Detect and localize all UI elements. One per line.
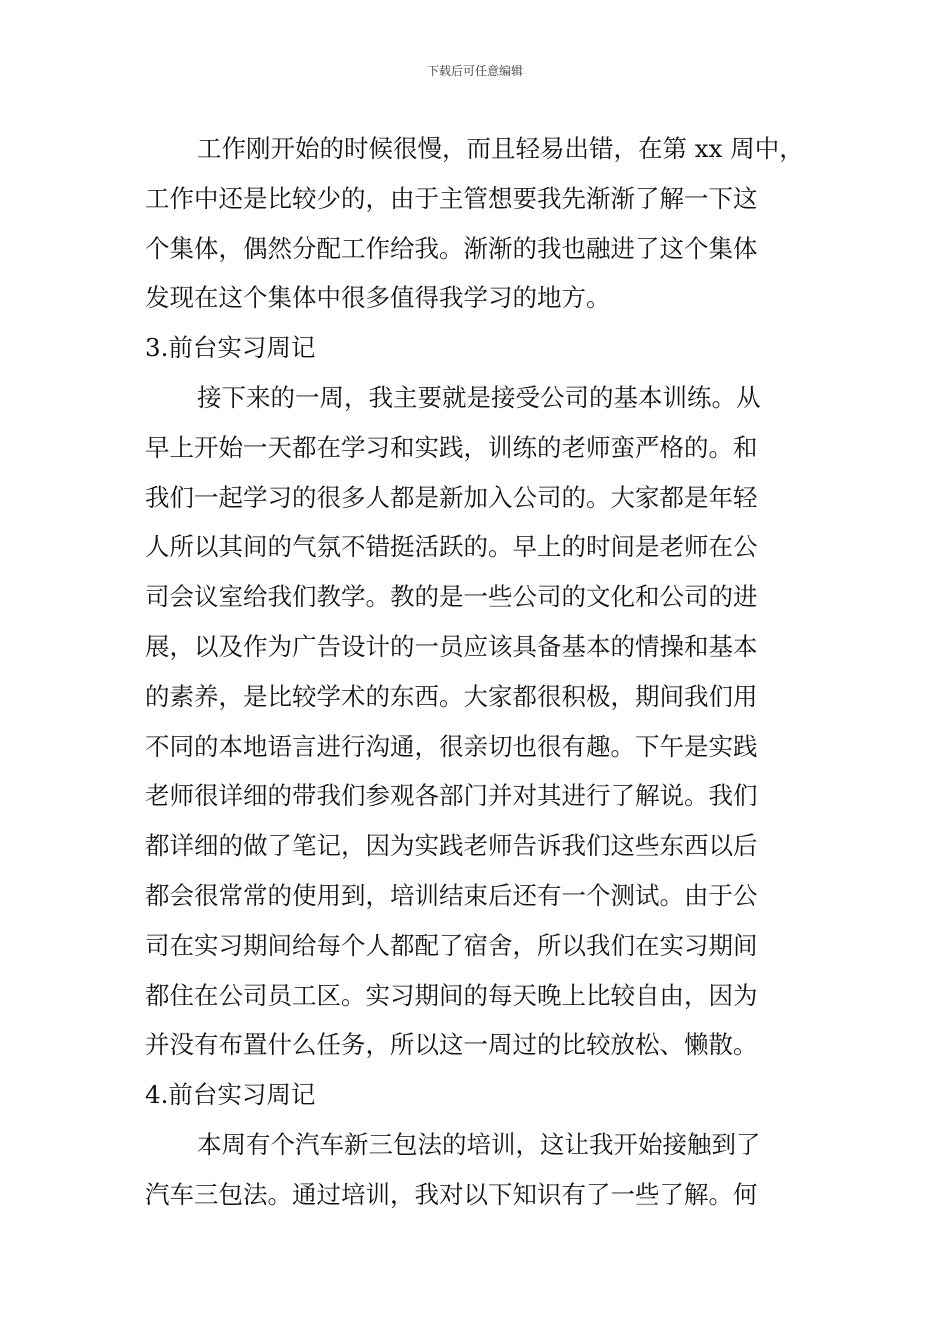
document-body: [145, 124, 810, 1220]
text-line: 个集体，偶然分配工作给我。渐渐的我也融进了这个集体: [145, 233, 758, 263]
section-heading: 3.前台实习周记: [145, 333, 316, 363]
text-line: 接下来的一周，我主要就是接受公司的基本训练。从: [197, 382, 761, 412]
text-line: 都会很常常的使用到，培训结束后还有一个测试。由于公: [145, 880, 758, 910]
text-line: 展，以及作为广告设计的一员应该具备基本的情操和基本: [145, 631, 758, 661]
text-line: 司会议室给我们教学。教的是一些公司的文化和公司的进: [145, 582, 758, 612]
text-line: 司在实习期间给每个人都配了宿舍，所以我们在实习期间: [145, 930, 758, 960]
text-line: 老师很详细的带我们参观各部门并对其进行了解说。我们: [145, 781, 758, 811]
text-line: 都详细的做了笔记，因为实践老师告诉我们这些东西以后: [145, 831, 758, 861]
page-header: 下载后可任意编辑: [426, 64, 523, 78]
text-line: 工作刚开始的时候很慢，而且轻易出错，在第 xx 周中，: [197, 134, 804, 163]
text-line: 都住在公司员工区。实习期间的每天晚上比较自由，因为: [145, 980, 758, 1010]
text-line: 本周有个汽车新三包法的培训，这让我开始接触到了: [197, 1129, 761, 1159]
text-line: 汽车三包法。通过培训，我对以下知识有了一些了解。何: [145, 1179, 758, 1209]
text-line: 人所以其间的气氛不错挺活跃的。早上的时间是老师在公: [145, 532, 758, 562]
section-heading: 4.前台实习周记: [145, 1080, 316, 1110]
text-line: 的素养，是比较学术的东西。大家都很积极，期间我们用: [145, 681, 758, 711]
text-line: 发现在这个集体中很多值得我学习的地方。: [145, 283, 611, 313]
text-line: 不同的本地语言进行沟通，很亲切也很有趣。下午是实践: [145, 731, 758, 761]
text-line: 并没有布置什么任务，所以这一周过的比较放松、懒散。: [145, 1030, 758, 1060]
text-line: 早上开始一天都在学习和实践，训练的老师蛮严格的。和: [145, 432, 758, 462]
text-line: 工作中还是比较少的，由于主管想要我先渐渐了解一下这: [145, 183, 758, 213]
text-line: 我们一起学习的很多人都是新加入公司的。大家都是年轻: [145, 482, 758, 512]
